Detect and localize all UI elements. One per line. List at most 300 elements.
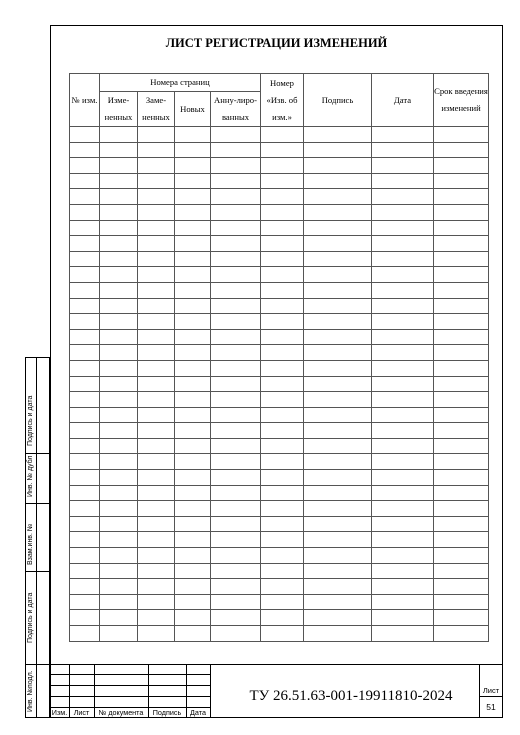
table-cell [138,220,175,236]
table-cell [434,329,489,345]
table-cell [100,236,138,252]
table-cell [211,501,261,517]
table-cell [175,360,211,376]
table-cell [261,267,304,283]
table-cell [261,454,304,470]
table-cell [70,204,100,220]
table-cell [138,532,175,548]
table-cell [434,282,489,298]
table-cell [100,594,138,610]
table-row [70,626,489,642]
table-row [70,329,489,345]
table-cell [434,298,489,314]
table-cell [261,423,304,439]
table-cell [100,189,138,205]
table-cell [372,392,434,408]
table-cell [261,407,304,423]
table-cell [211,548,261,564]
table-cell [175,532,211,548]
table-cell [70,626,100,642]
sheet-label: Лист [482,686,500,695]
table-row [70,173,489,189]
table-cell [372,407,434,423]
table-cell [211,610,261,626]
table-cell [434,563,489,579]
table-cell [261,127,304,143]
table-cell [100,142,138,158]
table-cell [261,516,304,532]
table-cell [372,142,434,158]
table-cell [372,548,434,564]
table-cell [175,282,211,298]
table-cell [434,360,489,376]
table-cell [372,423,434,439]
table-cell [138,345,175,361]
table-cell [261,392,304,408]
table-row [70,376,489,392]
table-cell [372,236,434,252]
table-cell [70,158,100,174]
table-row [70,548,489,564]
table-cell [70,423,100,439]
table-cell [175,158,211,174]
table-cell [211,236,261,252]
table-cell [304,127,372,143]
side-label-orig-inv: Инв. №подл. [27,670,34,712]
table-cell [211,314,261,330]
table-cell [100,485,138,501]
table-cell [211,329,261,345]
table-cell [372,329,434,345]
table-cell [70,236,100,252]
table-cell [261,594,304,610]
table-cell [211,470,261,486]
table-cell [100,376,138,392]
table-cell [372,470,434,486]
table-cell [372,360,434,376]
table-cell [138,360,175,376]
table-cell [70,532,100,548]
table-cell [138,594,175,610]
table-cell [211,376,261,392]
table-cell [372,579,434,595]
table-cell [434,142,489,158]
table-cell [434,594,489,610]
table-cell [70,548,100,564]
table-cell [100,127,138,143]
table-cell [434,485,489,501]
table-cell [261,532,304,548]
table-cell [434,610,489,626]
title-block-col-sheet: Лист [73,708,90,717]
table-row [70,532,489,548]
table-cell [70,360,100,376]
table-cell [100,220,138,236]
table-row [70,236,489,252]
table-cell [211,158,261,174]
table-cell [138,516,175,532]
table-cell [434,189,489,205]
table-cell [175,407,211,423]
table-cell [372,563,434,579]
table-cell [70,594,100,610]
table-cell [138,454,175,470]
table-cell [138,251,175,267]
table-cell [100,438,138,454]
table-row [70,314,489,330]
table-cell [175,329,211,345]
table-cell [100,579,138,595]
table-cell [138,610,175,626]
table-cell [261,142,304,158]
table-cell [304,516,372,532]
table-cell [175,298,211,314]
table-cell [211,360,261,376]
title-block [50,664,503,718]
title-block-col-date: Дата [190,708,206,717]
table-cell [304,298,372,314]
table-cell [261,282,304,298]
table-cell [175,470,211,486]
table-cell [70,579,100,595]
title-block-col-change: Изм. [51,708,68,717]
table-cell [304,485,372,501]
table-cell [372,594,434,610]
table-cell [434,251,489,267]
table-row [70,282,489,298]
table-cell [138,267,175,283]
table-cell [100,345,138,361]
table-cell [372,282,434,298]
table-cell [70,142,100,158]
table-row [70,454,489,470]
table-cell [70,454,100,470]
table-cell [211,267,261,283]
table-cell [138,142,175,158]
header-new: Новых [175,92,211,127]
table-cell [304,251,372,267]
table-cell [100,626,138,642]
table-cell [100,470,138,486]
table-cell [70,251,100,267]
table-cell [138,376,175,392]
table-cell [211,532,261,548]
table-cell [372,501,434,517]
table-cell [304,236,372,252]
header-term: Срок введения изменений [434,74,489,127]
table-cell [70,392,100,408]
table-row [70,142,489,158]
table-cell [70,267,100,283]
table-cell [138,548,175,564]
table-cell [261,298,304,314]
table-cell [372,127,434,143]
table-cell [211,423,261,439]
table-row [70,392,489,408]
table-cell [70,298,100,314]
table-cell [434,345,489,361]
table-row [70,360,489,376]
table-cell [372,454,434,470]
table-cell [261,563,304,579]
table-cell [261,251,304,267]
table-row [70,594,489,610]
table-cell [138,158,175,174]
table-cell [138,236,175,252]
table-cell [261,376,304,392]
table-cell [304,470,372,486]
table-cell [175,438,211,454]
page-title: ЛИСТ РЕГИСТРАЦИИ ИЗМЕНЕНИЙ [165,36,388,50]
table-cell [261,329,304,345]
table-cell [304,501,372,517]
title-block-col-document: № документа [98,708,144,717]
table-row [70,251,489,267]
table-cell [138,563,175,579]
table-row [70,127,489,143]
table-cell [175,610,211,626]
table-cell [138,626,175,642]
table-cell [434,173,489,189]
side-label-signature-date-1: Подпись и дата [27,395,34,446]
table-cell [138,127,175,143]
table-cell [434,626,489,642]
table-row [70,189,489,205]
table-cell [304,345,372,361]
table-cell [70,610,100,626]
table-cell [211,392,261,408]
table-cell [434,438,489,454]
table-row [70,470,489,486]
table-cell [100,407,138,423]
table-cell [138,298,175,314]
table-cell [261,158,304,174]
table-cell [100,251,138,267]
table-cell [434,516,489,532]
table-cell [211,407,261,423]
table-cell [175,220,211,236]
table-row [70,563,489,579]
change-registration-table [69,73,489,642]
side-label-signature-date-2: Подпись и дата [27,592,34,643]
table-cell [138,485,175,501]
table-cell [434,501,489,517]
table-row [70,485,489,501]
table-cell [434,314,489,330]
table-cell [211,438,261,454]
table-cell [175,142,211,158]
table-cell [434,407,489,423]
table-cell [304,548,372,564]
table-cell [100,610,138,626]
header-signature: Подпись [304,74,372,127]
table-cell [211,189,261,205]
table-cell [175,189,211,205]
table-cell [70,173,100,189]
table-cell [175,236,211,252]
table-cell [100,314,138,330]
table-cell [175,454,211,470]
table-row [70,610,489,626]
table-cell [211,127,261,143]
table-cell [434,392,489,408]
table-cell [100,423,138,439]
table-cell [372,189,434,205]
table-cell [100,267,138,283]
table-cell [372,298,434,314]
side-label-dup-inv: Инв. № дубл [27,455,34,497]
table-cell [138,423,175,439]
table-row [70,158,489,174]
table-cell [372,314,434,330]
table-cell [211,454,261,470]
table-cell [304,594,372,610]
table-cell [304,376,372,392]
table-cell [175,204,211,220]
table-cell [138,189,175,205]
document-number: ТУ 26.51.63-001-19911810-2024 [249,688,453,704]
table-cell [175,376,211,392]
table-cell [372,532,434,548]
table-cell [261,360,304,376]
table-row [70,407,489,423]
table-cell [434,236,489,252]
table-cell [175,501,211,517]
table-cell [138,438,175,454]
table-row [70,220,489,236]
table-cell [211,173,261,189]
table-cell [175,579,211,595]
table-cell [372,376,434,392]
table-cell [138,173,175,189]
table-cell [434,376,489,392]
title-block-col-signature: Подпись [152,708,182,717]
table-cell [304,282,372,298]
table-cell [70,470,100,486]
table-cell [372,220,434,236]
table-row [70,423,489,439]
header-change-number: № изм. [70,74,100,127]
table-cell [434,267,489,283]
table-cell [261,501,304,517]
table-cell [372,516,434,532]
table-cell [100,173,138,189]
table-cell [434,423,489,439]
table-cell [70,220,100,236]
table-cell [100,516,138,532]
table-cell [304,220,372,236]
table-cell [434,204,489,220]
table-cell [211,282,261,298]
table-cell [304,173,372,189]
table-row [70,345,489,361]
table-cell [175,548,211,564]
table-cell [261,610,304,626]
table-cell [372,485,434,501]
table-cell [304,626,372,642]
table-cell [175,267,211,283]
table-cell [100,501,138,517]
table-cell [138,407,175,423]
table-cell [261,204,304,220]
table-cell [175,173,211,189]
table-cell [70,314,100,330]
table-cell [100,548,138,564]
side-label-replace-inv: Взам.инв. № [27,523,34,565]
table-cell [434,454,489,470]
table-cell [100,532,138,548]
table-cell [70,345,100,361]
table-cell [304,563,372,579]
header-annulled: Анну-лиро-ванных [211,92,261,127]
table-cell [434,579,489,595]
table-cell [211,251,261,267]
table-cell [372,204,434,220]
sheet-number: 51 [486,702,496,712]
table-cell [304,579,372,595]
table-cell [261,485,304,501]
table-cell [70,329,100,345]
table-cell [304,532,372,548]
table-cell [100,298,138,314]
header-replaced: Заме-ненных [138,92,175,127]
table-cell [175,392,211,408]
table-cell [175,516,211,532]
table-cell [372,610,434,626]
table-cell [304,204,372,220]
table-cell [261,626,304,642]
table-cell [175,314,211,330]
table-cell [261,189,304,205]
table-cell [261,236,304,252]
table-cell [70,189,100,205]
table-cell [261,470,304,486]
table-cell [261,314,304,330]
table-cell [372,173,434,189]
table-cell [304,407,372,423]
table-cell [70,438,100,454]
table-cell [138,470,175,486]
table-cell [138,204,175,220]
table-cell [211,626,261,642]
header-changed: Изме-ненных [100,92,138,127]
table-cell [211,516,261,532]
table-cell [175,594,211,610]
table-cell [175,563,211,579]
table-cell [261,548,304,564]
table-cell [70,563,100,579]
table-cell [70,282,100,298]
table-cell [304,360,372,376]
table-cell [100,204,138,220]
table-cell [100,392,138,408]
table-cell [138,392,175,408]
table-cell [100,282,138,298]
table-cell [304,454,372,470]
table-cell [70,127,100,143]
table-cell [175,251,211,267]
table-cell [70,516,100,532]
table-cell [434,548,489,564]
table-cell [138,314,175,330]
table-cell [372,267,434,283]
table-cell [138,329,175,345]
table-cell [100,329,138,345]
table-cell [100,563,138,579]
table-cell [304,610,372,626]
table-cell [304,142,372,158]
table-cell [372,438,434,454]
